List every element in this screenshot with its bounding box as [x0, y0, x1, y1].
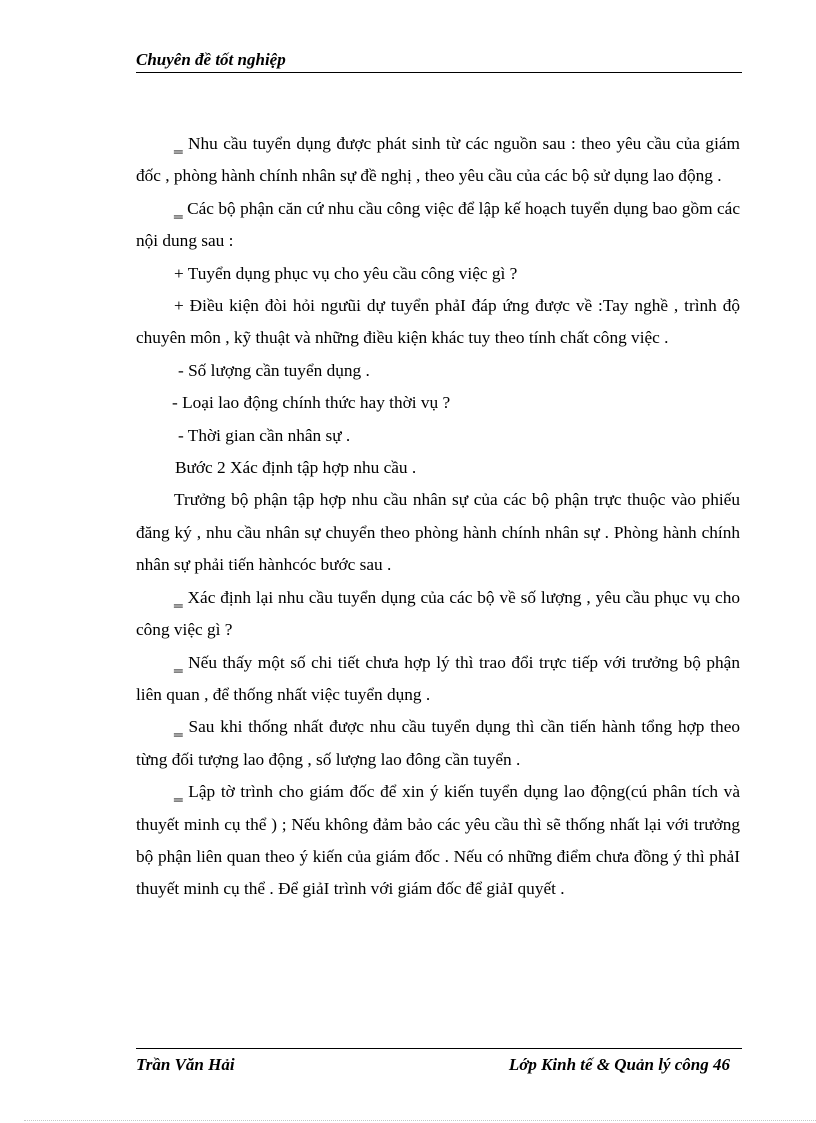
paragraph: ‗ Lập tờ trình cho giám đốc để xin ý kiến tuyển dụng lao động(cú phân tích và thuyết minh cụ thể ) ; Nếu không đảm bảo các yêu cầu thì sẽ thống nhất lại với trưởng bộ phận liên quan theo ý kiến của giám đốc . Nếu có những điểm chưa đồng ý thì phảI thuyết minh cụ thể . Để giảI trình với giám đốc để giảI quyết .	[136, 782, 740, 899]
document-body	[136, 128, 740, 906]
paragraph: - Thời gian cần nhân sự .	[178, 425, 351, 445]
paragraph: Bước 2 Xác định tập hợp nhu cầu .	[175, 458, 417, 478]
paragraph: - Số lượng cần tuyển dụng .	[178, 360, 370, 380]
paragraph: - Loại lao động chính thức hay thời vụ ?	[172, 393, 451, 413]
footer-author: Trần Văn Hải	[136, 1055, 235, 1074]
page-footer	[136, 1048, 742, 1073]
paragraph: ‗ Nhu cầu tuyển dụng được phát sinh từ các nguồn sau : theo yêu cầu của giám đốc , phòng hành chính nhân sự đề nghị , theo yêu cầu của các bộ sử dụng lao động .	[136, 134, 740, 186]
paragraph: + Tuyển dụng phục vụ cho yêu cầu công việc gì ?	[174, 263, 518, 283]
paragraph: + Điều kiện đòi hỏi ngưũi dự tuyển phảI đáp ứng được về :Tay nghề , trình độ chuyên môn , kỹ thuật và những điều kiện khác tuy theo tính chất công việc .	[136, 296, 740, 348]
paragraph: Trưởng bộ phận tập hợp nhu cầu nhân sự của các bộ phận trực thuộc vào phiếu đăng ký , nhu cầu nhân sự chuyển theo phòng hành chính nhân sự . Phòng hành chính nhân sự phải tiến hànhcóc bước sau .	[136, 490, 740, 575]
paragraph: ‗ Sau khi thống nhất được nhu cầu tuyển dụng thì cần tiến hành tổng hợp theo từng đối tượng lao động , số lượng lao đông cần tuyển .	[136, 717, 740, 769]
page-header	[136, 48, 742, 73]
header-title: Chuyên đề tốt nghiệp	[136, 50, 286, 69]
page-edge-divider	[24, 1120, 816, 1121]
footer-class-info: Lớp Kinh tế & Quản lý công 46	[508, 1055, 730, 1074]
paragraph: ‗ Xác định lại nhu cầu tuyển dụng của các bộ về số lượng , yêu cầu phục vụ cho công việc gì ?	[136, 587, 740, 640]
paragraph: ‗ Các bộ phận căn cứ nhu cầu công việc để lập kế hoạch tuyển dụng bao gồm các nội dung sau :	[136, 198, 740, 251]
paragraph: ‗ Nếu thấy một số chi tiết chưa hợp lý thì trao đổi trực tiếp với trưởng bộ phận liên quan , để thống nhất việc tuyển dụng .	[136, 652, 740, 704]
